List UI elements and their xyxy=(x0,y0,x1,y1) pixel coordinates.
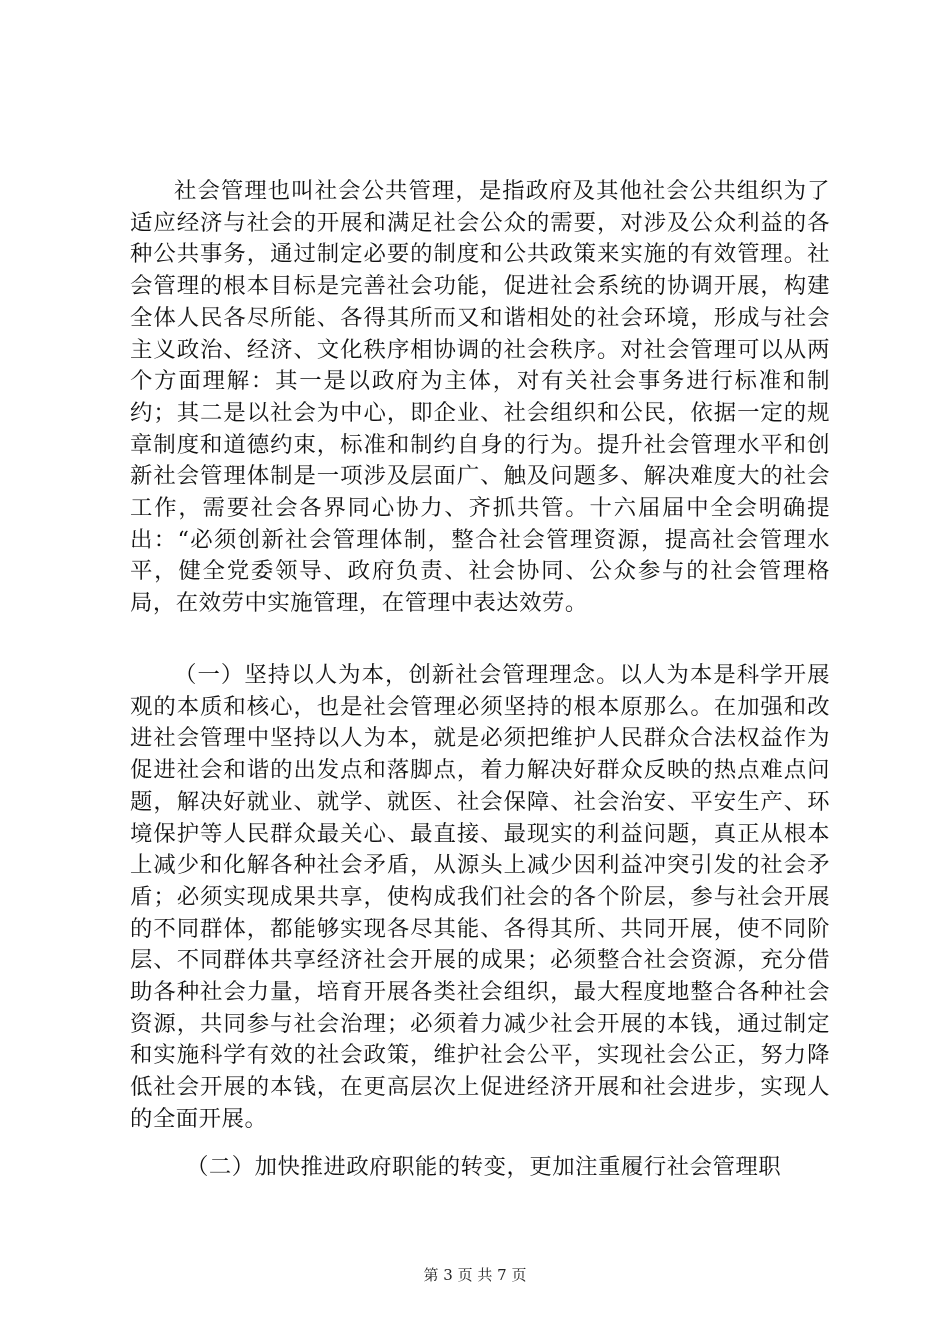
paragraph-people-oriented: （一）坚持以人为本，创新社会管理理念。以人为本是科学开展观的本质和核心，也是社会管理必须坚持的根本原那么。在加强和改进社会管理中坚持以人为本，就是必须把维护人民群众合法权益作为促进社会和谐的出发点和落脚点，着力解决好群众反映的热点难点问题，解决好就业、就学、就医、社会保障、社会治安、平安生产、环境保护等人民群众最关心、最直接、最现实的利益问题，真正从根本上减少和化解各种社会矛盾，从源头上减少因利益冲突引发的社会矛盾；必须实现成果共享，使构成我们社会的各个阶层，参与社会开展的不同群体，都能够实现各尽其能、各得其所、共同开展，使不同阶层、不同群体共享经济社会开展的成果；必须整合社会资源，充分借助各种社会力量，培育开展各类社会组织，最大程度地整合各种社会资源，共同参与社会治理；必须着力减少社会开展的本钱，通过制定和实施科学有效的社会政策，维护社会公平，实现社会公正，努力降低社会开展的本钱，在更高层次上促进经济开展和社会进步，实现人的全面开展。 xyxy=(130,662,830,1132)
page-number-footer: 第 3 页 共 7 页 xyxy=(423,1266,527,1284)
paragraph-social-management-definition: 社会管理也叫社会公共管理，是指政府及其他社会公共组织为了适应经济与社会的开展和满足社会公众的需要，对涉及公众利益的各种公共事务，通过制定必要的制度和公共政策来实施的有效管理。社会管理的根本目标是完善社会功能，促进社会系统的协调开展，构建全体人民各尽所能、各得其所而又和谐相处的社会环境，形成与社会主义政治、经济、文化秩序相协调的社会秩序。对社会管理可以从两个方面理解：其一是以政府为主体，对有关社会事务进行标准和制约；其二是以社会为中心，即企业、社会组织和公民，依据一定的规章制度和道德约束，标准和制约自身的行为。提升社会管理水平和创新社会管理体制是一项涉及层面广、触及问题多、解决难度大的社会工作，需要社会各界同心协力、齐抓共管。十六届届中全会明确提出：“必须创新社会管理体制，整合社会管理资源，提高社会管理水平，健全党委领导、政府负责、社会协同、公众参与的社会管理格局，在效劳中实施管理，在管理中表达效劳。 xyxy=(130,178,830,617)
paragraph-government-functions: （二）加快推进政府职能的转变，更加注重履行社会管理职 xyxy=(186,1154,782,1180)
